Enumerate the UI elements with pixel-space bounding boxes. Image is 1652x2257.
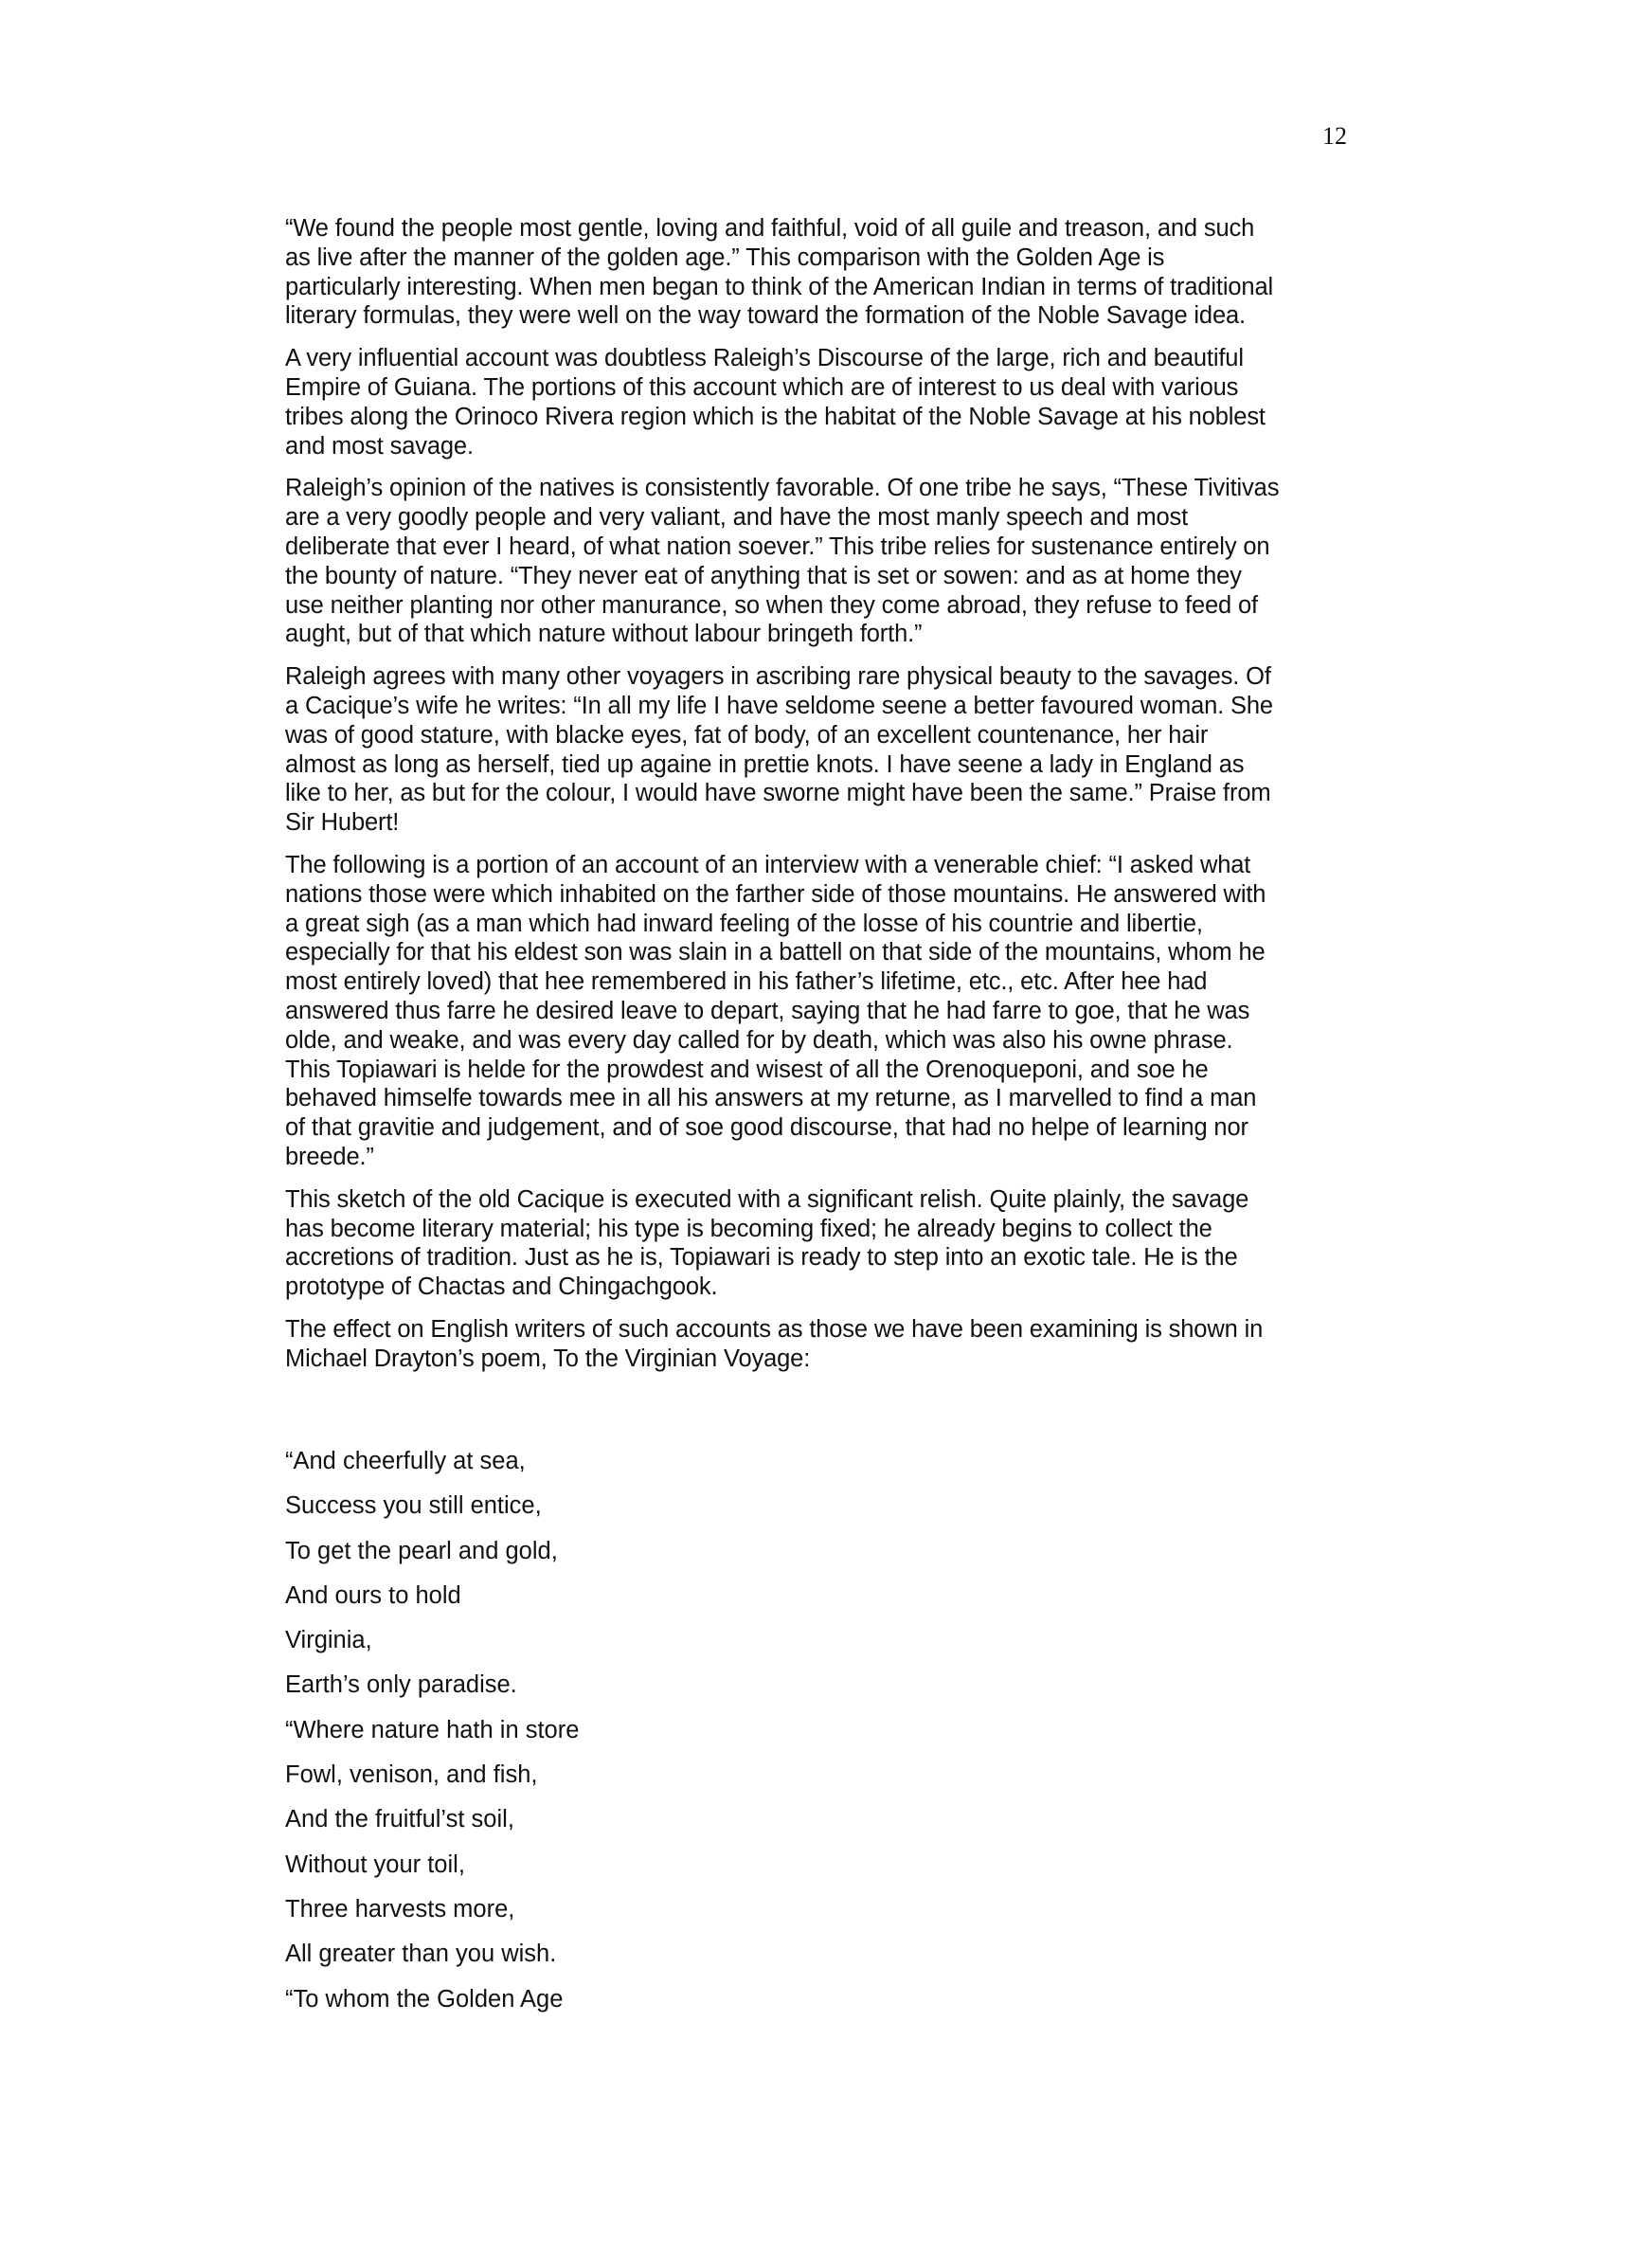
poem-line: Virginia, bbox=[285, 1627, 372, 1654]
poem bbox=[285, 1447, 579, 2030]
poem-line: Fowl, venison, and fish, bbox=[285, 1761, 538, 1789]
body-text bbox=[285, 214, 1389, 1386]
poem-line: Earth’s only paradise. bbox=[285, 1671, 517, 1699]
poem-line: To get the pearl and gold, bbox=[285, 1537, 558, 1564]
poem-line: And the fruitful’st soil, bbox=[285, 1806, 514, 1833]
poem-line: “To whom the Golden Age bbox=[285, 1985, 564, 2013]
poem-line: Without your toil, bbox=[285, 1851, 465, 1878]
paragraph: Raleigh agrees with many other voyagers in ascribing rare physical beauty to the savages. Of a Cacique’s wife he writes: “In all my life I have seldome seene a better favoured woman. She was of good stature, with blacke eyes, fat of body, of an excellent countenance, her hair almost as long as herself, tied up againe in prettie knots. I have seene a lady in England as like to her, as but for the colour, I would have sworne might have been the same.” Praise from Sir Hubert! bbox=[285, 663, 1273, 837]
poem-line: “Where nature hath in store bbox=[285, 1716, 580, 1743]
paragraph: A very influential account was doubtless Raleigh’s Discourse of the large, rich and beautiful Empire of Guiana. The portions of this account which are of interest to us deal with various tribes along the Orinoco Rivera region which is the habitat of the Noble Savage at his noblest and most savage. bbox=[285, 345, 1266, 460]
paragraph: The effect on English writers of such accounts as those we have been examining is shown in Michael Drayton’s poem, To the Virginian Voyage: bbox=[285, 1315, 1264, 1372]
poem-line: And ours to hold bbox=[285, 1581, 461, 1609]
paragraph: The following is a portion of an account of an interview with a venerable chief: “I asked what nations those were which inhabited on the farther side of those mountains. He answered with a great sigh (as a man which had inward feeling of the losse of his countrie and libertie, especially for that his eldest son was slain in a battell on that side of the mountains, whom he most entirely loved) that hee remembered in his father’s lifetime, etc., etc. After hee had answered thus farre he desired leave to depart, saying that he had farre to goe, that he was olde, and weake, and was every day called for by death, which was also his owne phrase. This Topiawari is helde for the prowdest and wisest of all the Orenoqueponi, and soe he behaved himselfe towards mee in all his answers at my returne, as I marvelled to find a man of that gravitie and judgement, and of soe good discourse, that had no helpe of learning nor breede.” bbox=[285, 851, 1266, 1170]
paragraph: “We found the people most gentle, loving and faithful, void of all guile and treason, and such as live after the manner of the golden age.” This comparison with the Golden Age is particularly interesting. When men began to think of the American Indian in terms of traditional literary formulas, they were well on the way toward the formation of the Noble Savage idea. bbox=[285, 215, 1273, 330]
paragraph: Raleigh’s opinion of the natives is consistently favorable. Of one tribe he says, “These Tivitivas are a very goodly people and very valiant, and have the most manly speech and most deliberate that ever I heard, of what nation soever.” This tribe relies for sustenance entirely on the bounty of nature. “They never eat of anything that is set or sowen: and as at home they use neither planting nor other manurance, so when they come abroad, they refuse to feed of aught, but of that which nature without labour bringeth forth.” bbox=[285, 475, 1280, 648]
poem-line: “And cheerfully at sea, bbox=[285, 1448, 526, 1474]
poem-line: Success you still entice, bbox=[285, 1492, 542, 1520]
page-number: 12 bbox=[1322, 122, 1347, 150]
poem-line: All greater than you wish. bbox=[285, 1941, 557, 1968]
poem-line: Three harvests more, bbox=[285, 1895, 515, 1923]
paragraph: This sketch of the old Cacique is executed with a significant relish. Quite plainly, the savage has become literary material; his type is becoming fixed; he already begins to collect the accretions of tradition. Just as he is, Topiawari is ready to step into an exotic tale. He is the prototype of Chactas and Chingachgook. bbox=[285, 1185, 1249, 1301]
